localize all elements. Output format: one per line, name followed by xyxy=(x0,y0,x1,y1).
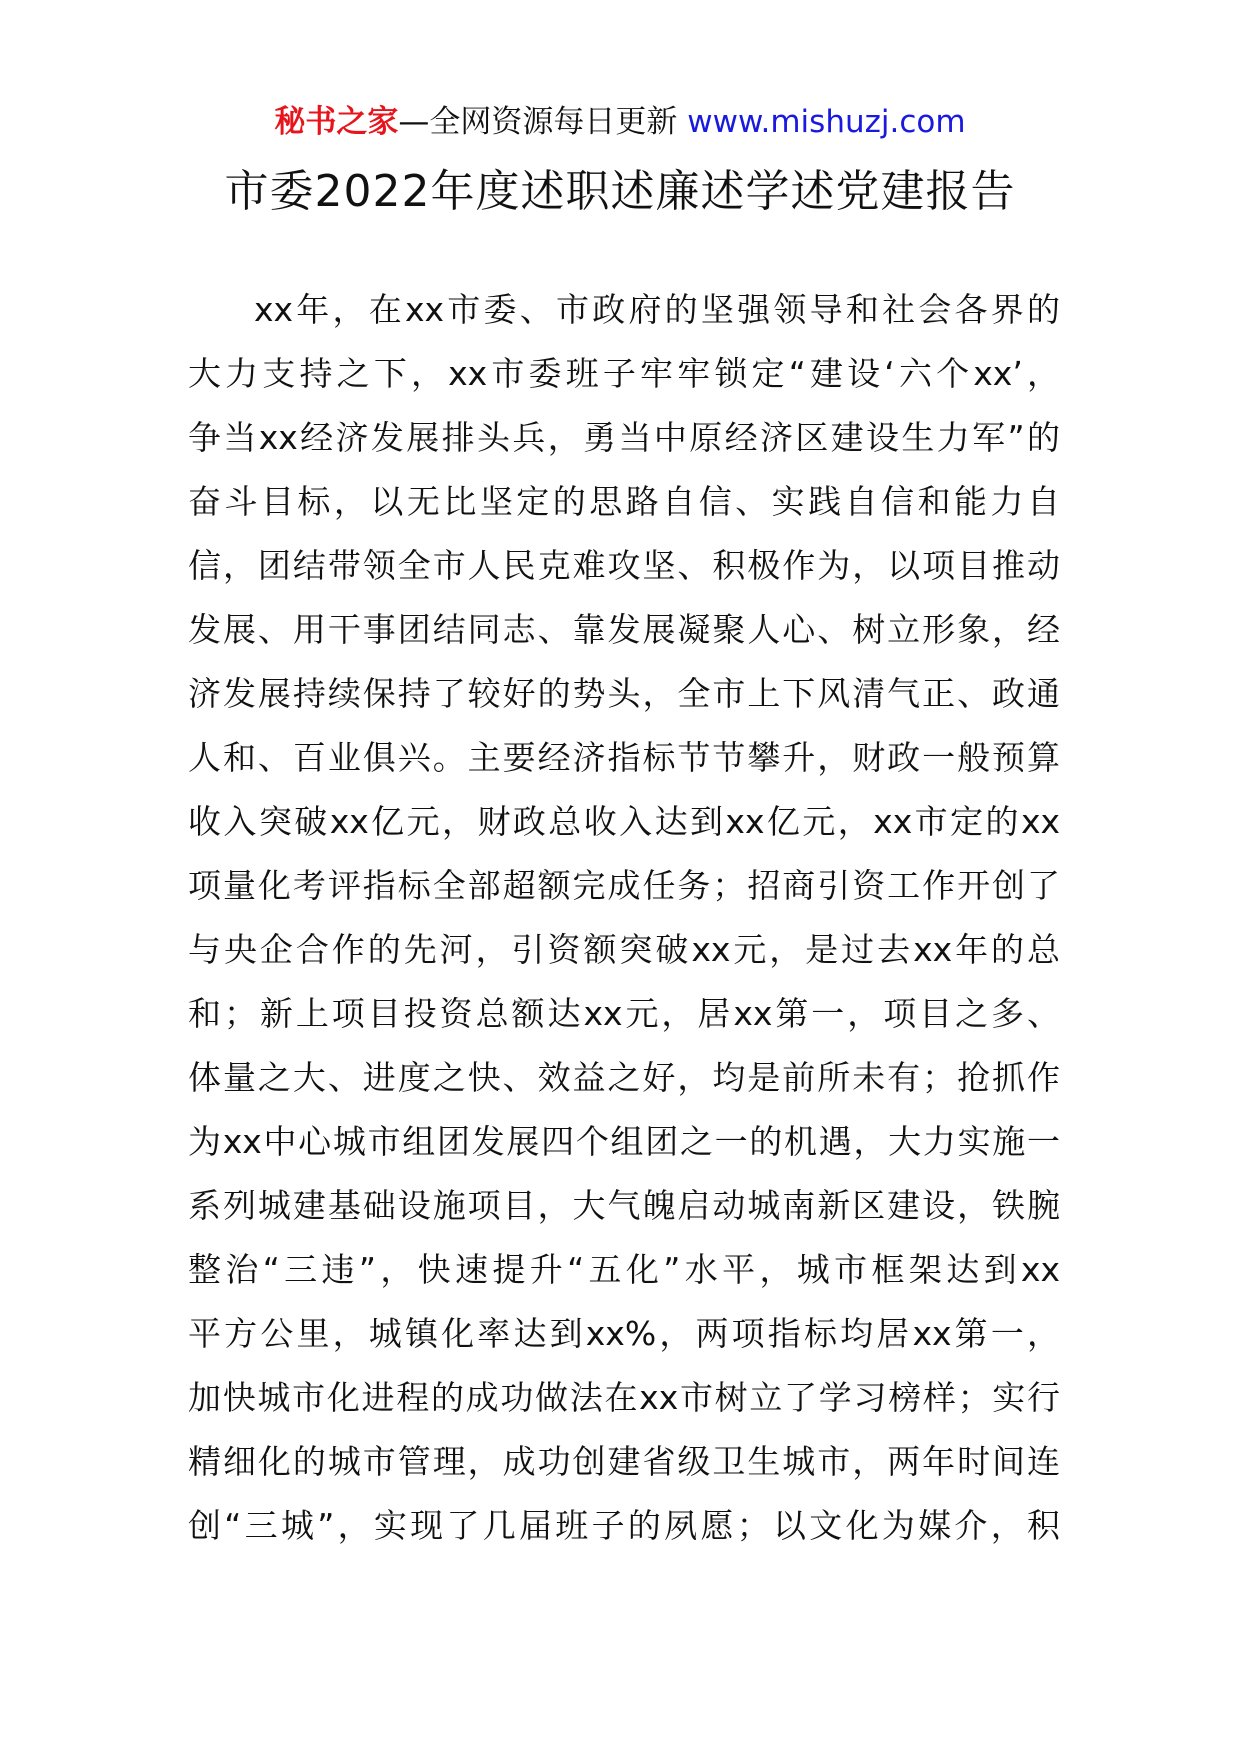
site-header xyxy=(0,100,1240,144)
body-line: 争当xx经济发展排头兵，勇当中原经济区建设生力军”的 xyxy=(188,418,1060,457)
body-line: 收入突破xx亿元，财政总收入达到xx亿元，xx市定的xx xyxy=(188,802,1060,841)
body-line: 奋斗目标，以无比坚定的思路自信、实践自信和能力自 xyxy=(188,482,1060,521)
body-line: 平方公里，城镇化率达到xx%，两项指标均居xx第一， xyxy=(188,1314,1060,1353)
body-line: 加快城市化进程的成功做法在xx市树立了学习榜样；实行 xyxy=(188,1378,1060,1417)
document-body xyxy=(188,288,1060,1568)
body-line: xx年，在xx市委、市政府的坚强领导和社会各界的 xyxy=(254,290,1060,329)
body-line: 为xx中心城市组团发展四个组团之一的机遇，大力实施一 xyxy=(188,1122,1060,1161)
body-line: 精细化的城市管理，成功创建省级卫生城市，两年时间连 xyxy=(188,1442,1060,1481)
body-line: 与央企合作的先河，引资额突破xx元，是过去xx年的总 xyxy=(188,930,1060,969)
body-line: 大力支持之下，xx市委班子牢牢锁定“建设‘六个xx’， xyxy=(188,354,1060,393)
body-line: 系列城建基础设施项目，大气魄启动城南新区建设，铁腕 xyxy=(188,1186,1060,1225)
body-line: 发展、用干事团结同志、靠发展凝聚人心、树立形象，经 xyxy=(188,610,1060,649)
body-line: 项量化考评指标全部超额完成任务；招商引资工作开创了 xyxy=(188,866,1060,905)
body-line: 创“三城”，实现了几届班子的夙愿；以文化为媒介，积 xyxy=(188,1506,1060,1545)
document-title: 市委2022年度述职述廉述学述党建报告 xyxy=(224,166,1016,217)
body-line: 体量之大、进度之快、效益之好，均是前所未有；抢抓作 xyxy=(188,1058,1060,1097)
body-line: 整治“三违”，快速提升“五化”水平，城市框架达到xx xyxy=(188,1250,1060,1289)
site-tagline: —全网资源每日更新 xyxy=(398,104,678,140)
site-url[interactable]: www.mishuzj.com xyxy=(687,104,966,140)
site-brand: 秘书之家 xyxy=(274,104,399,140)
body-line: 济发展持续保持了较好的势头，全市上下风清气正、政通 xyxy=(188,674,1060,713)
body-line: 和；新上项目投资总额达xx元，居xx第一，项目之多、 xyxy=(188,994,1060,1033)
body-line: 人和、百业俱兴。主要经济指标节节攀升，财政一般预算 xyxy=(188,738,1060,777)
body-line: 信，团结带领全市人民克难攻坚、积极作为，以项目推动 xyxy=(188,546,1060,585)
